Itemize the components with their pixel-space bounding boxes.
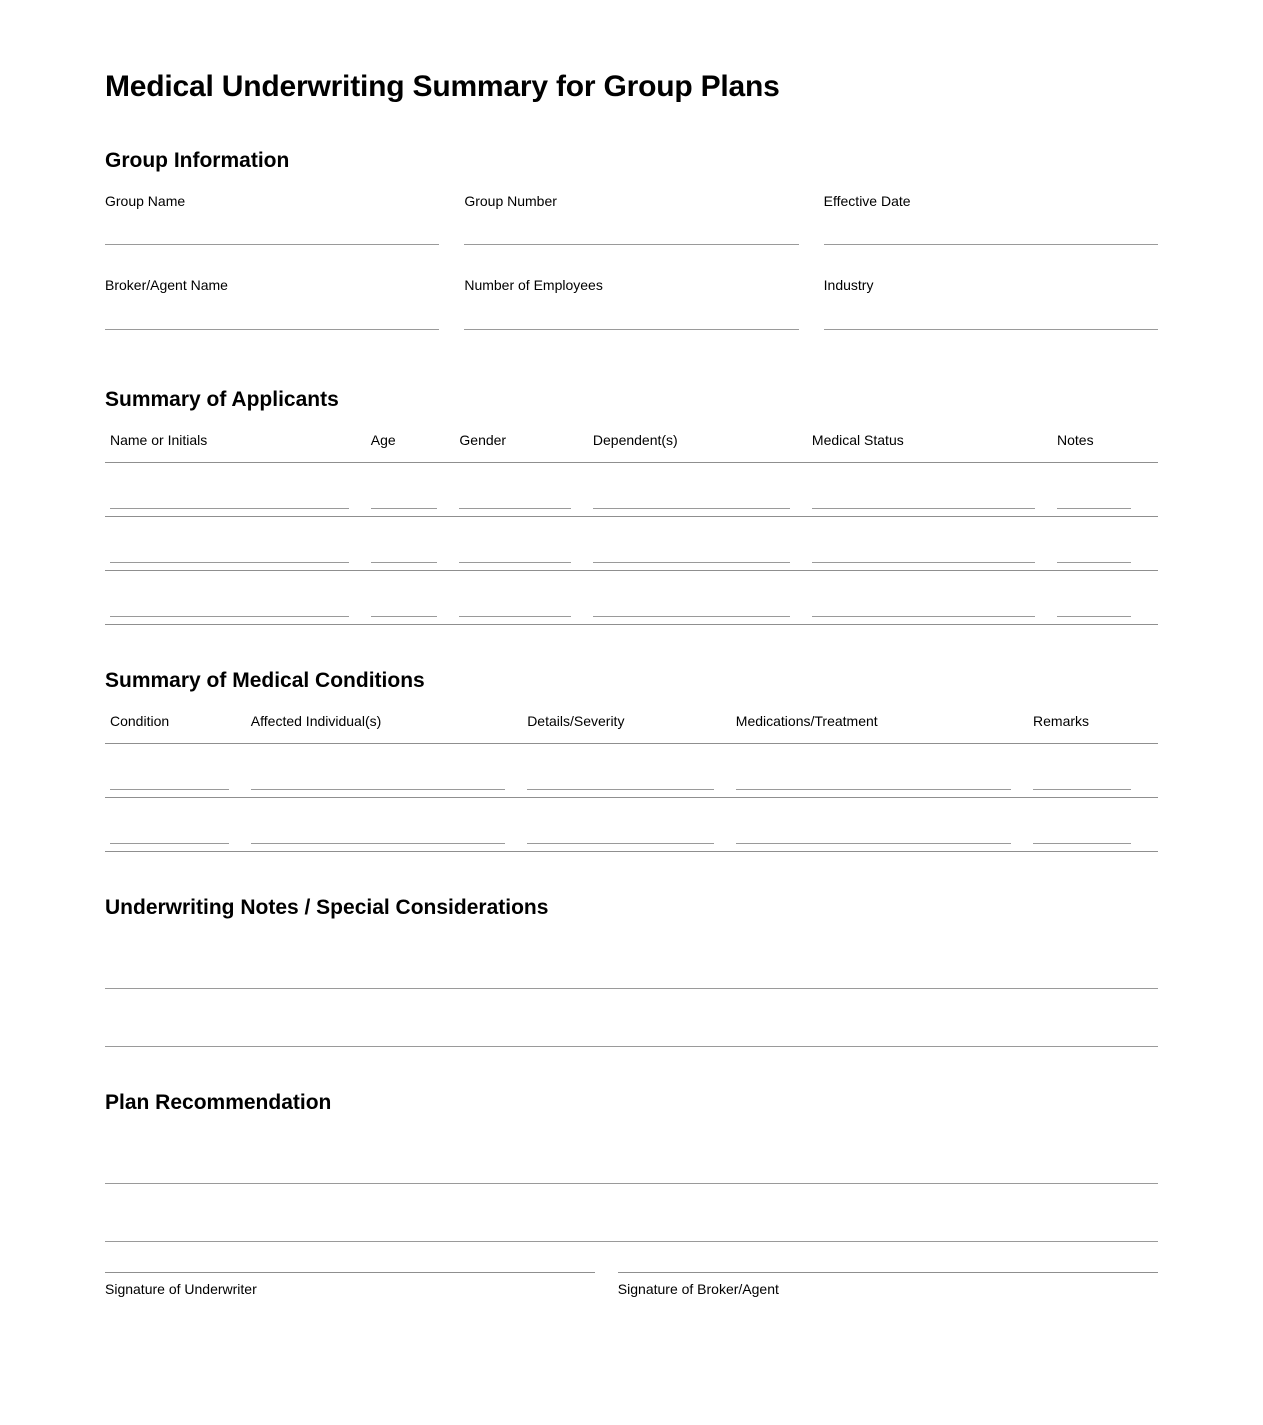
page-title: Medical Underwriting Summary for Group Plans [105, 70, 780, 103]
plan-recommendation-lines [105, 1135, 1158, 1242]
section-heading-summary-of-applicants: Summary of Applicants [105, 388, 339, 412]
cell-age[interactable] [371, 562, 460, 570]
spacer [105, 852, 1158, 896]
spacer [105, 330, 1158, 388]
cell-name-or-initials[interactable] [110, 616, 371, 624]
column-header-dependents: Dependent(s) [592, 432, 678, 449]
cell-age[interactable] [371, 616, 460, 624]
cell-affected-individuals[interactable] [251, 789, 527, 797]
signature-broker-agent[interactable] [618, 1272, 1158, 1298]
applicants-table-header-row [105, 432, 1158, 462]
table-row [105, 463, 1158, 516]
field-group-number[interactable] [464, 193, 798, 246]
cell-remarks[interactable] [1033, 789, 1153, 797]
spacer [105, 625, 1158, 669]
section-group-information [105, 149, 1158, 331]
cell-age[interactable] [371, 508, 460, 516]
field-input-broker-agent-name[interactable] [105, 329, 439, 330]
section-summary-of-medical-conditions [105, 669, 1158, 852]
cell-medical-status[interactable] [812, 508, 1057, 516]
table-row [105, 571, 1158, 624]
underwriting-notes-lines [105, 940, 1158, 1047]
cell-dependents[interactable] [593, 616, 812, 624]
column-header-age: Age [370, 432, 396, 449]
cell-details-severity[interactable] [527, 789, 736, 797]
cell-name-or-initials[interactable] [110, 562, 371, 570]
section-heading-underwriting-notes: Underwriting Notes / Special Considerations [105, 896, 549, 920]
signature-label-underwriter: Signature of Underwriter [105, 1281, 257, 1297]
column-header-notes: Notes [1057, 432, 1094, 449]
column-header-medical-status: Medical Status [811, 432, 904, 449]
cell-gender[interactable] [459, 616, 593, 624]
cell-notes[interactable] [1057, 616, 1153, 624]
cell-medical-status[interactable] [812, 562, 1057, 570]
cell-medications-treatment[interactable] [736, 789, 1033, 797]
medical-conditions-table [105, 713, 1158, 852]
table-row [105, 517, 1158, 570]
spacer [105, 1135, 1158, 1183]
cell-affected-individuals[interactable] [251, 843, 527, 851]
spacer [105, 940, 1158, 988]
field-input-effective-date[interactable] [824, 244, 1158, 245]
field-effective-date[interactable] [824, 193, 1158, 246]
field-label-industry: Industry [823, 277, 874, 294]
field-label-effective-date: Effective Date [823, 192, 911, 209]
table-row [105, 744, 1158, 797]
signature-gap [595, 1272, 618, 1298]
column-header-gender: Gender [459, 432, 507, 449]
column-header-affected-individuals: Affected Individual(s) [250, 713, 382, 730]
cell-name-or-initials[interactable] [110, 508, 371, 516]
field-number-of-employees[interactable] [464, 277, 798, 330]
cell-dependents[interactable] [593, 562, 812, 570]
field-input-industry[interactable] [824, 329, 1158, 330]
group-information-row-1 [105, 193, 1158, 246]
field-input-group-number[interactable] [464, 244, 798, 245]
cell-dependents[interactable] [593, 508, 812, 516]
cell-medical-status[interactable] [812, 616, 1057, 624]
spacer [105, 1184, 1158, 1241]
cell-gender[interactable] [459, 508, 593, 516]
spacer [105, 1047, 1158, 1091]
group-information-row-2 [105, 277, 1158, 330]
field-input-group-name[interactable] [105, 244, 439, 245]
field-label-group-number: Group Number [464, 192, 557, 209]
cell-notes[interactable] [1057, 508, 1153, 516]
cell-remarks[interactable] [1033, 843, 1153, 851]
spacer [105, 989, 1158, 1046]
signature-block [105, 1272, 1158, 1298]
section-heading-plan-recommendation: Plan Recommendation [105, 1091, 332, 1115]
column-header-medications-treatment: Medications/Treatment [735, 713, 878, 730]
field-group-name[interactable] [105, 193, 439, 246]
section-heading-summary-of-medical-conditions: Summary of Medical Conditions [105, 669, 425, 693]
signature-underwriter[interactable] [105, 1272, 595, 1298]
cell-condition[interactable] [110, 843, 251, 851]
cell-medications-treatment[interactable] [736, 843, 1033, 851]
section-plan-recommendation [105, 1091, 1158, 1242]
field-broker-agent-name[interactable] [105, 277, 439, 330]
field-input-number-of-employees[interactable] [464, 329, 798, 330]
column-header-condition: Condition [110, 713, 170, 730]
table-row [105, 798, 1158, 851]
column-header-details-severity: Details/Severity [527, 713, 625, 730]
plan-recommendation-line[interactable] [105, 1241, 1158, 1242]
field-label-number-of-employees: Number of Employees [464, 277, 603, 294]
field-label-group-name: Group Name [105, 192, 186, 209]
column-header-name-or-initials: Name or Initials [110, 432, 208, 449]
section-summary-of-applicants [105, 388, 1158, 625]
applicants-table [105, 432, 1158, 625]
signature-row [105, 1272, 1158, 1298]
field-industry[interactable] [824, 277, 1158, 330]
signature-label-broker-agent: Signature of Broker/Agent [617, 1281, 779, 1297]
cell-details-severity[interactable] [527, 843, 736, 851]
field-label-broker-agent-name: Broker/Agent Name [105, 277, 228, 294]
cell-gender[interactable] [459, 562, 593, 570]
column-header-remarks: Remarks [1033, 713, 1090, 730]
section-heading-group-information: Group Information [105, 148, 290, 172]
conditions-table-header-row [105, 713, 1158, 743]
cell-condition[interactable] [110, 789, 251, 797]
cell-notes[interactable] [1057, 562, 1153, 570]
section-underwriting-notes [105, 896, 1158, 1047]
